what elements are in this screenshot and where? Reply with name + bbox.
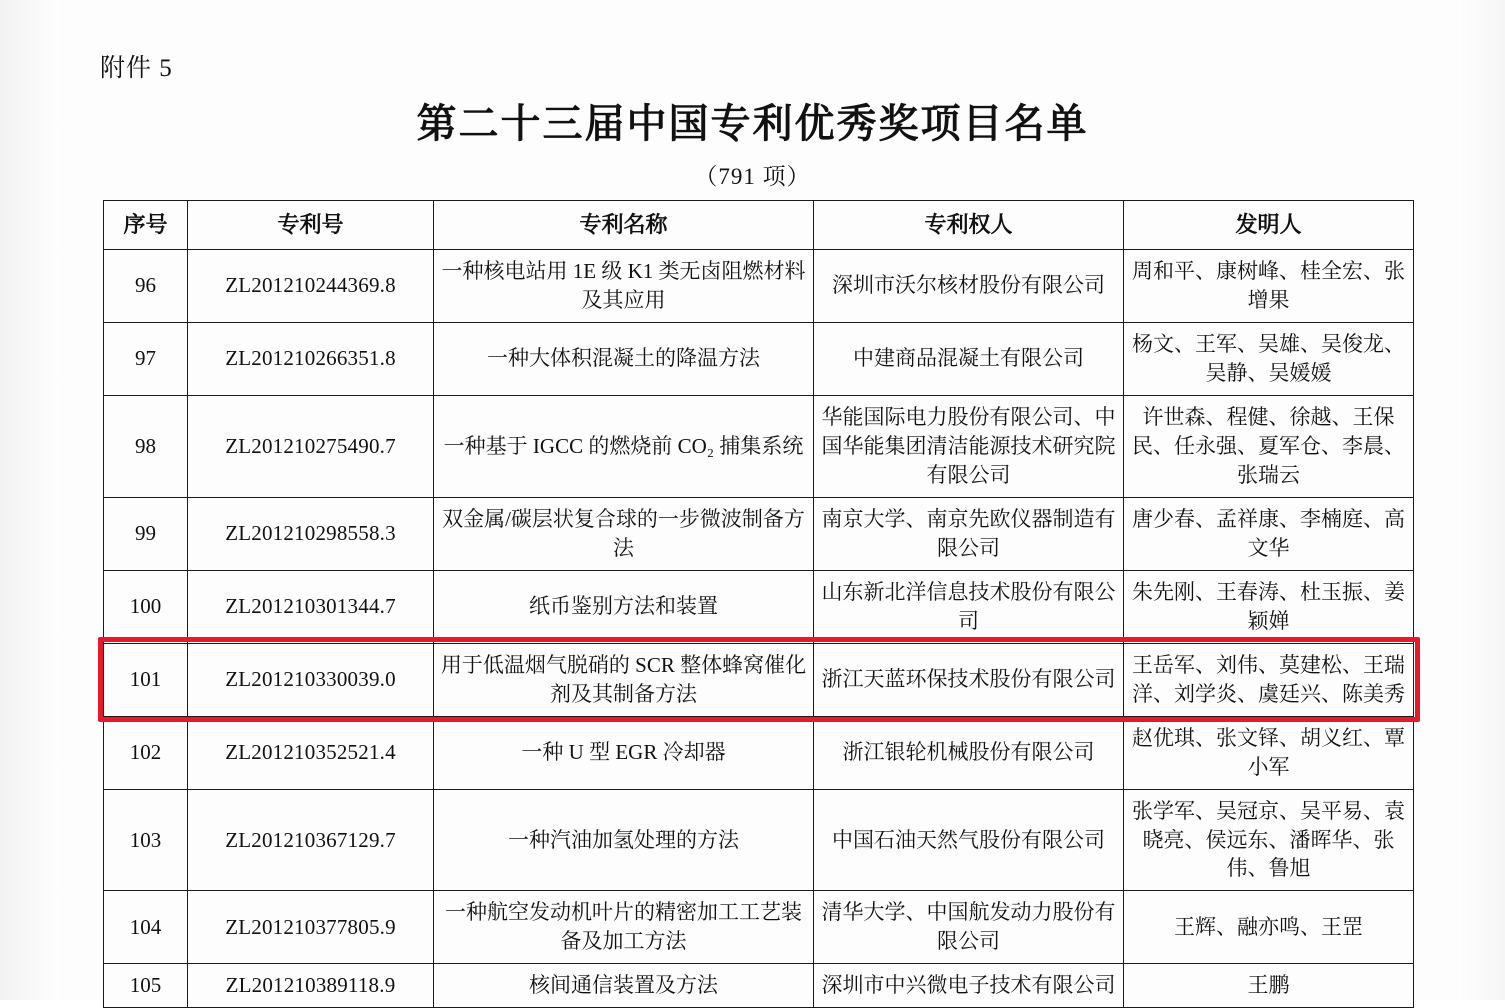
cell-patent-name: 纸币鉴别方法和装置: [434, 570, 814, 643]
cell-patent-number: ZL201210298558.3: [188, 497, 434, 570]
cell-serial-number: 104: [104, 891, 188, 964]
cell-patent-owner: 山东新北洋信息技术股份有限公司: [814, 570, 1124, 643]
cell-inventors: 王岳军、刘伟、莫建松、王瑞洋、刘学炎、虞廷兴、陈美秀: [1124, 643, 1414, 716]
cell-inventors: 杨文、王军、吴雄、吴俊龙、吴静、吴媛媛: [1124, 322, 1414, 395]
cell-patent-name: 一种航空发动机叶片的精密加工工艺装备及加工方法: [434, 891, 814, 964]
cell-patent-number: ZL201210244369.8: [188, 250, 434, 323]
table-row: [104, 570, 1414, 643]
cell-serial-number: 100: [104, 570, 188, 643]
cell-inventors: 王鹏: [1124, 964, 1414, 1008]
table-row: [104, 891, 1414, 964]
cell-patent-name: 一种核电站用 1E 级 K1 类无卤阻燃材料及其应用: [434, 250, 814, 323]
column-header-name: 专利名称: [434, 201, 814, 250]
table-row: [104, 250, 1414, 323]
table-row: [104, 964, 1414, 1008]
cell-patent-number: ZL201210275490.7: [188, 395, 434, 497]
cell-inventors: 赵优琪、张文铎、胡义红、覃小军: [1124, 716, 1414, 789]
column-header-inventors: 发明人: [1124, 201, 1414, 250]
cell-patent-owner: 南京大学、南京先欧仪器制造有限公司: [814, 497, 1124, 570]
column-header-owner: 专利权人: [814, 201, 1124, 250]
cell-patent-number: ZL201210330039.0: [188, 643, 434, 716]
cell-patent-name: 一种大体积混凝土的降温方法: [434, 322, 814, 395]
attachment-label: 附件 5: [100, 55, 173, 82]
cell-serial-number: 102: [104, 716, 188, 789]
cell-serial-number: 99: [104, 497, 188, 570]
page-subtitle: （791 项）: [694, 164, 811, 189]
cell-serial-number: 105: [104, 964, 188, 1008]
cell-patent-name: 一种 U 型 EGR 冷却器: [434, 716, 814, 789]
cell-patent-number: ZL201210377805.9: [188, 891, 434, 964]
cell-serial-number: 98: [104, 395, 188, 497]
cell-inventors: 张学军、吴冠京、吴平易、袁晓亮、侯远东、潘晖华、张伟、鲁旭: [1124, 789, 1414, 891]
page-title: 第二十三届中国专利优秀奖项目名单: [416, 101, 1089, 146]
cell-inventors: 朱先刚、王春涛、杜玉振、姜颖婵: [1124, 570, 1414, 643]
table-row: [104, 643, 1414, 716]
cell-serial-number: 96: [104, 250, 188, 323]
table-row: [104, 322, 1414, 395]
cell-inventors: 唐少春、孟祥康、李楠庭、高文华: [1124, 497, 1414, 570]
cell-patent-name: 一种基于 IGCC 的燃烧前 CO₂ 捕集系统: [434, 395, 814, 497]
cell-patent-owner: 浙江银轮机械股份有限公司: [814, 716, 1124, 789]
cell-patent-name: 核间通信装置及方法: [434, 964, 814, 1008]
table-header-row: [104, 201, 1414, 250]
cell-patent-owner: 清华大学、中国航发动力股份有限公司: [814, 891, 1124, 964]
table-body: [104, 250, 1414, 1008]
table-row: [104, 789, 1414, 891]
cell-patent-name: 用于低温烟气脱硝的 SCR 整体蜂窝催化剂及其制备方法: [434, 643, 814, 716]
patent-table: [103, 200, 1414, 1008]
cell-patent-number: ZL201210301344.7: [188, 570, 434, 643]
cell-patent-number: ZL201210352521.4: [188, 716, 434, 789]
cell-serial-number: 103: [104, 789, 188, 891]
cell-serial-number: 101: [104, 643, 188, 716]
patent-table-container: [103, 200, 1413, 1008]
cell-patent-name: 一种汽油加氢处理的方法: [434, 789, 814, 891]
cell-patent-owner: 深圳市中兴微电子技术有限公司: [814, 964, 1124, 1008]
cell-inventors: 周和平、康树峰、桂全宏、张增果: [1124, 250, 1414, 323]
table-row: [104, 497, 1414, 570]
column-header-no: 序号: [104, 201, 188, 250]
cell-patent-owner: 浙江天蓝环保技术股份有限公司: [814, 643, 1124, 716]
table-row: [104, 395, 1414, 497]
cell-patent-owner: 中国石油天然气股份有限公司: [814, 789, 1124, 891]
cell-patent-owner: 深圳市沃尔核材股份有限公司: [814, 250, 1124, 323]
cell-inventors: 王辉、融亦鸣、王罡: [1124, 891, 1414, 964]
column-header-patent-no: 专利号: [188, 201, 434, 250]
table-header: [104, 201, 1414, 250]
cell-patent-owner: 华能国际电力股份有限公司、中国华能集团清洁能源技术研究院有限公司: [814, 395, 1124, 497]
cell-patent-number: ZL201210266351.8: [188, 322, 434, 395]
cell-patent-name: 双金属/碳层状复合球的一步微波制备方法: [434, 497, 814, 570]
cell-inventors: 许世森、程健、徐越、王保民、任永强、夏军仓、李晨、张瑞云: [1124, 395, 1414, 497]
cell-patent-number: ZL201210389118.9: [188, 964, 434, 1008]
cell-serial-number: 97: [104, 322, 188, 395]
table-row: [104, 716, 1414, 789]
cell-patent-owner: 中建商品混凝土有限公司: [814, 322, 1124, 395]
cell-patent-number: ZL201210367129.7: [188, 789, 434, 891]
